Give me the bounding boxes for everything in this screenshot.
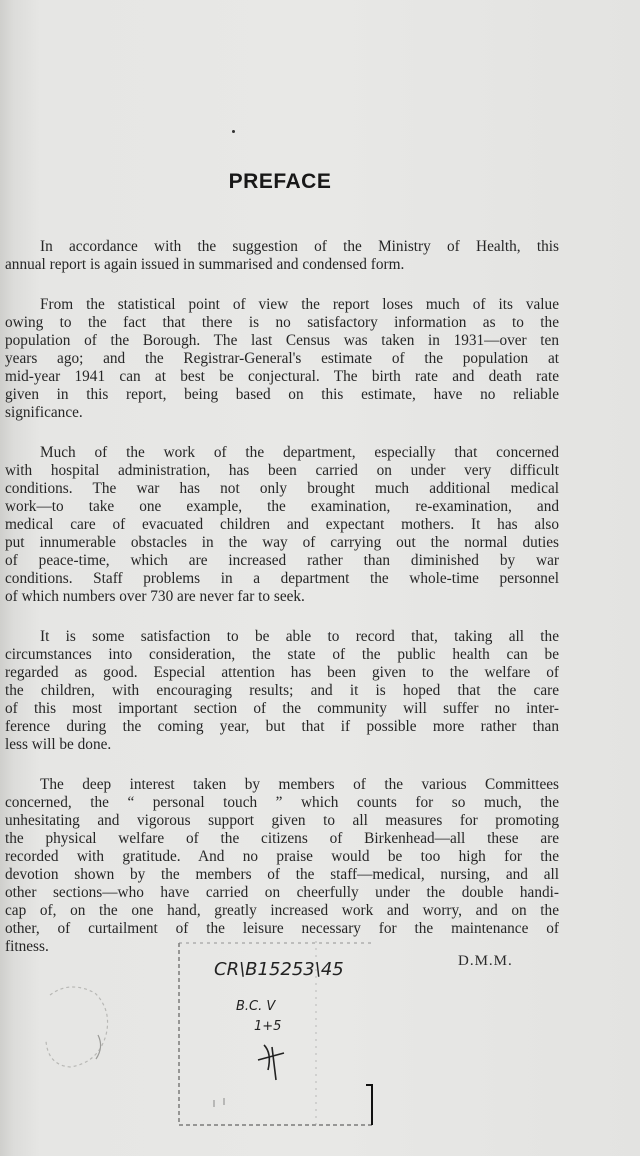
text-line: work—to take one example, the examination, re-examination, and (5, 498, 559, 515)
text-line: conditions. The war has not only brought much additional medical (5, 480, 559, 497)
stamp-tick-marks (214, 1098, 224, 1107)
text-line: other, of curtailment of the leisure necessary for the maintenance of (5, 920, 559, 937)
paragraph-5 (5, 776, 559, 956)
text-line: regarded as good. Especial attention has been given to the welfare of (5, 664, 559, 681)
paragraph-4 (5, 628, 559, 754)
stamp-number: 1+5 (254, 1019, 282, 1034)
text-line: conditions. Staff problems in a department the whole-time personnel (5, 570, 559, 587)
text-line: annual report is again issued in summarised and condensed form. (5, 256, 405, 273)
text-line: devotion shown by the members of the staff—medical, nursing, and all (5, 866, 559, 883)
text-line: of which numbers over 730 are never far to seek. (5, 588, 305, 605)
text-line: given in this report, being based on this estimate, have no reliable (5, 386, 559, 403)
text-line: In accordance with the suggestion of the Ministry of Health, this (40, 238, 559, 255)
stamp-graphic (176, 935, 376, 1130)
text-line: the children, with encouraging results; and it is hoped that the care (5, 682, 559, 699)
text-line: owing to the fact that there is no satisfactory information as to the (5, 314, 559, 331)
text-line: unhesitating and vigorous support given to all measures for promoting (5, 812, 559, 829)
text-line: years ago; and the Registrar-General's estimate of the population at (5, 350, 559, 367)
text-line: concerned, the “ personal touch ” which counts for so much, the (5, 794, 559, 811)
text-line: The deep interest taken by members of the various Committees (40, 776, 559, 793)
library-stamp (176, 935, 376, 1130)
text-line: the physical welfare of the citizens of Birkenhead—all these are (5, 830, 559, 847)
text-line: other sections—who have carried on cheerfully under the double handi- (5, 884, 559, 901)
text-line: It is some satisfaction to be able to record that, taking all the (40, 628, 559, 645)
text-line: recorded with gratitude. And no praise would be too high for the (5, 848, 559, 865)
text-line: ference during the coming year, but that if possible more rather than (5, 718, 559, 735)
text-line: fitness. (5, 938, 49, 955)
stamp-shelfmark: CR\B15253\45 (214, 959, 344, 980)
text-line: with hospital administration, has been carried on under very difficult (5, 462, 559, 479)
text-line: of peace-time, which are increased rather than diminished by war (5, 552, 559, 569)
page-title: PREFACE (228, 170, 332, 193)
text-line: Much of the work of the department, especially that concerned (40, 444, 559, 461)
text-line: From the statistical point of view the report loses much of its value (40, 296, 559, 313)
stamp-class: B.C. V (236, 999, 276, 1014)
text-line: circumstances into consideration, the state of the public health can be (5, 646, 559, 663)
text-line: less will be done. (5, 736, 112, 753)
paragraph-2 (5, 296, 559, 422)
paragraph-1 (5, 238, 559, 274)
text-line: population of the Borough. The last Census was taken in 1931—over ten (5, 332, 559, 349)
text-line: significance. (5, 404, 83, 421)
paragraph-3 (5, 444, 559, 606)
faded-ink-blot (40, 975, 115, 1075)
text-line: medical care of evacuated children and expectant mothers. It has also (5, 516, 559, 533)
text-line: cap of, on the one hand, greatly increased work and worry, and on the (5, 902, 559, 919)
text-line: mid-year 1941 can at best be conjectural. The birth rate and death rate (5, 368, 559, 385)
text-line: put innumerable obstacles in the way of carrying out the normal duties (5, 534, 559, 551)
text-line: of this most important section of the community will suffer no inter- (5, 700, 559, 717)
signature-initials: D.M.M. (458, 953, 513, 969)
ink-speck (232, 130, 235, 133)
stamp-initials-mark (258, 1045, 284, 1080)
